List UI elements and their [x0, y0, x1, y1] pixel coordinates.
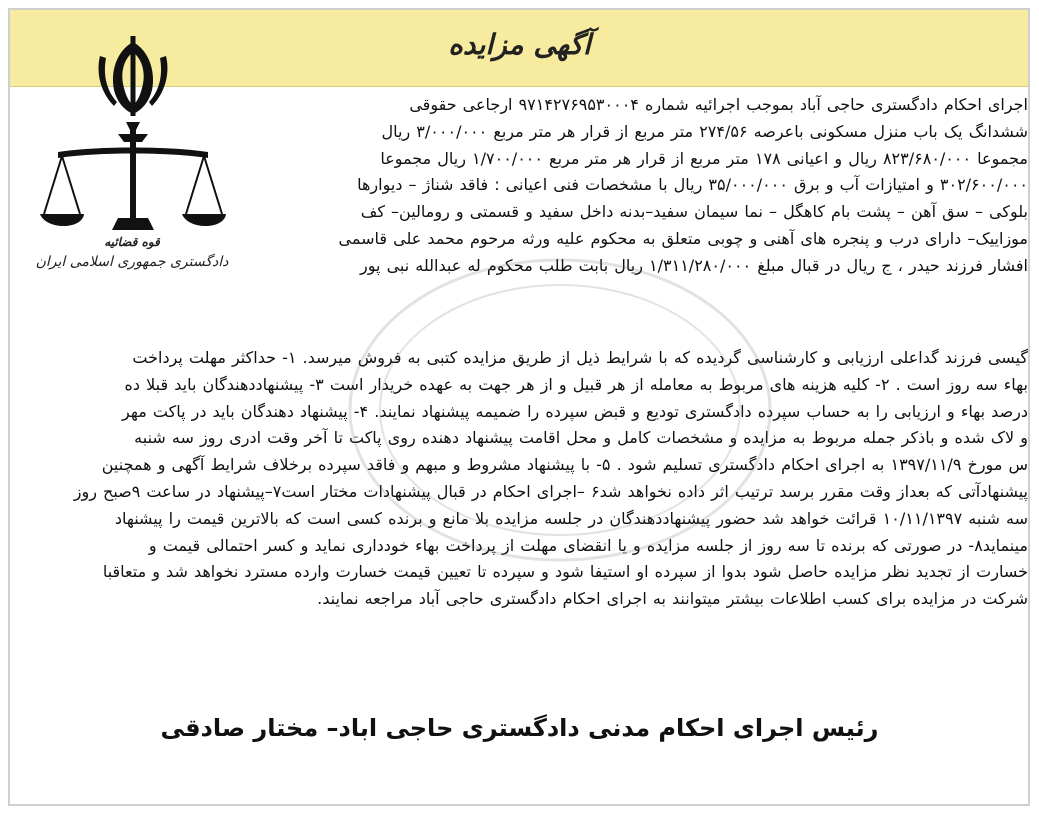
body-line: موزاییک– دارای درب و پنجره های آهنی و چوبی متعلق به محکوم علیه ورثه مرحوم محمد علی قاسمی [338, 228, 1028, 248]
emblem-caption [32, 232, 232, 272]
notice-body-bottom [22, 345, 1028, 705]
body-line: سه شنبه ۱۰/۱۱/۱۳۹۷ قرائت خواهد شد حضور پیشنهاددهندگان در جلسه مزایده بلا مانع و برنده کسی است که بالاترین قیمت را پیشنهاد [114, 508, 1028, 528]
body-line: گیسی فرزند گداعلی ارزیابی و کارشناسی گردیده که با شرایط ذیل از طریق مزایده کتبی به فروش میرسد. ۱- حداکثر مهلت پرداخت [132, 348, 1028, 367]
emblem-caption-line2: دادگستری جمهوری اسلامی ایران [35, 254, 229, 270]
body-line: مینماید۸- در صورتی که برنده تا سه روز از جلسه مزایده و یا انقضای مهلت از پرداخت بهاء خودداری نماید و کسر احتمالی قیمت و [148, 535, 1028, 555]
body-line: پیشنهادآتی که بعداز وقت مقرر برسد ترتیب اثر داده نخواهد شد۶ –اجرای احکام در قبال پیشنهادات مختار است۷–پیشنهاد در ساعت ۹صبح روز [73, 481, 1028, 501]
body-line: خسارت از تجدید نظر مزایده حاصل شود بدوا از سپرده او استیفا شود و سپرده تا تعیین قیمت خسارت وارده مسترد نخواهد شد و متعاقبا [102, 562, 1028, 582]
body-line: ششدانگ یک باب منزل مسکونی باعرصه ۲۷۴/۵۶ متر مربع از قرار هر متر مربع ۳/۰۰۰/۰۰۰ ریال [381, 121, 1028, 141]
signature-line: رئیس اجرای احکام مدنی دادگستری حاجی اباد– مختار صادقی [160, 714, 879, 742]
body-line: ۳۰۲/۶۰۰/۰۰۰ و امتیازات آب و برق ۳۵/۰۰۰/۰۰۰ ریال با مشخصات فنی اعیانی : فاقد شناژ – دیوارها [357, 175, 1028, 195]
emblem-caption-line1: قوه قضائیه [104, 235, 160, 249]
body-line: بلوکی – سق آهن – پشت بام کاهگل – نما سیمان سفید–بدنه داخل سفید و قسمتی و رومالین– کف [360, 202, 1028, 222]
body-line: افشار فرزند حیدر ، ج ریال در قبال مبلغ ۱/۳۱۱/۲۸۰/۰۰۰ ریال بابت طلب محکوم له عبدالله نبی پور [360, 255, 1028, 275]
body-line: شرکت در مزایده برای کسب اطلاعات بیشتر میتوانند به اجرای احکام دادگستری حاجی آباد مراجعه نمایند. [317, 589, 1028, 609]
body-line: س مورخ ۱۳۹۷/۱۱/۹ به اجرای احکام دادگستری تسلیم شود . ۵- با پیشنهاد مشروط و مبهم و فاقد سپرده برخلاف شرایط آگهی و همچنین [101, 455, 1028, 475]
body-line: بهاء سه روز است . ۲- کلیه هزینه های مربوط به معامله از هر قبیل و از هر جهت به عهده خریدار است ۳- پیشنهاددهندگان باید قبلا ده [124, 374, 1028, 394]
body-line: مجموعا ۸۲۳/۶۸۰/۰۰۰ ریال و اعیانی ۱۷۸ متر مربع از قرار هر متر مربع ۱/۷۰۰/۰۰۰ ریال مجموعا [380, 148, 1028, 168]
body-line: و لاک شده و باذکر جمله مربوط به مزایده و مشخصات کامل و محل اقامت پیشنهاد دهنده روی پاکت تا آخر وقت ادری روز سه شنبه [134, 428, 1028, 448]
body-line: درصد بهاء و ارزیابی را به حساب سپرده دادگستری تودیع و قبض سپرده را ضمیمه پیشنهاد نمایند. ۴- پیشنهاد دهندگان باید در پاکت مهر [122, 401, 1028, 421]
notice-title: آگهی مزایده [448, 28, 591, 61]
body-line: اجرای احکام دادگستری حاجی آباد بموجب اجرائیه شماره ۹۷۱۴۲۷۶۹۵۳۰۰۰۴ ارجاعی حقوقی [409, 95, 1028, 114]
